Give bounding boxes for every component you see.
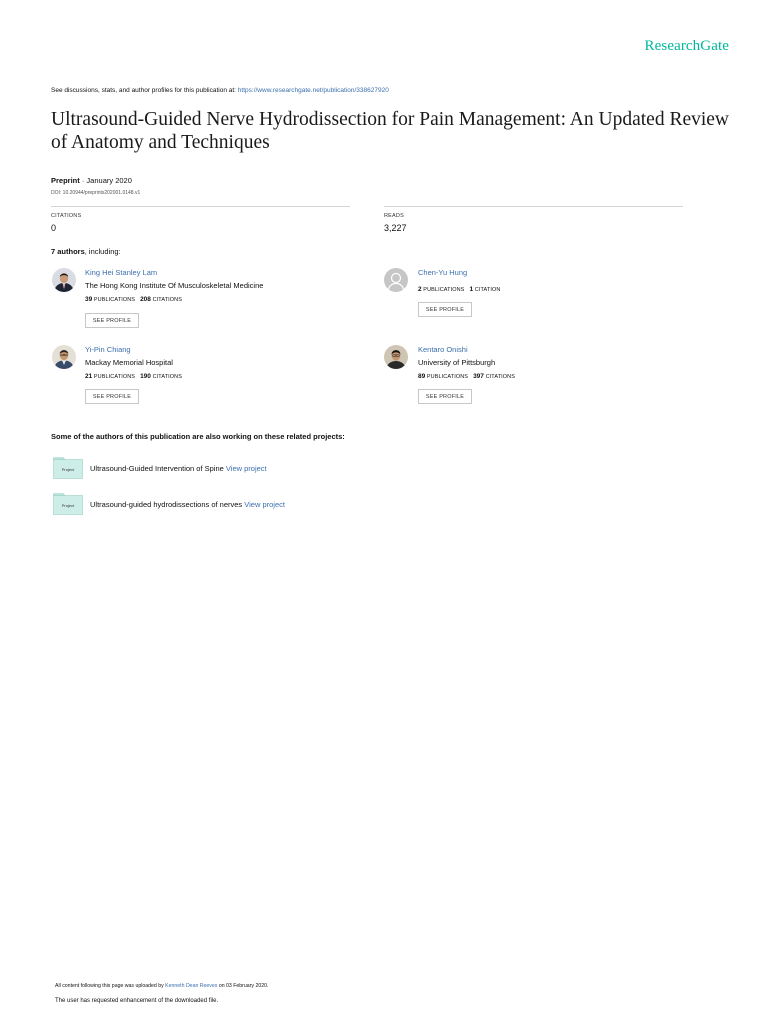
avatar[interactable] (384, 345, 408, 369)
project-folder-icon[interactable] (53, 493, 83, 515)
author-institution: University of Pittsburgh (418, 358, 496, 367)
author-institution: Mackay Memorial Hospital (85, 358, 173, 367)
citations-label: CITATIONS (152, 374, 183, 380)
reads-value: 3,227 (384, 223, 407, 233)
citations-count: 190 (140, 373, 151, 380)
publications-count: 39 (85, 296, 93, 303)
citations-count: 208 (140, 296, 151, 303)
project-item (90, 500, 285, 509)
author-stats (418, 286, 500, 293)
divider (51, 206, 350, 207)
publication-date: · January 2020 (79, 176, 132, 185)
view-project-link[interactable]: View project (225, 464, 267, 473)
publications-label: PUBLICATIONS (426, 374, 469, 380)
publication-type: Preprint (51, 176, 80, 185)
citations-label: CITATIONS (51, 213, 82, 219)
authors-heading (51, 247, 121, 256)
authors-suffix: , including: (84, 247, 121, 256)
project-item (90, 464, 267, 473)
upload-prefix: All content following this page was uploaded by (55, 983, 166, 989)
folder-icon (53, 493, 83, 515)
projects-heading: Some of the authors of this publication are also working on these related projects: (51, 432, 345, 441)
see-profile-button[interactable]: SEE PROFILE (85, 389, 139, 404)
project-icon-label: Project (61, 503, 75, 508)
publications-label: PUBLICATIONS (423, 287, 465, 293)
author-name[interactable]: Kentaro Onishi (418, 345, 468, 354)
publications-count: 2 (418, 286, 422, 293)
publication-link[interactable]: https://www.researchgate.net/publication/338627920 (237, 87, 389, 94)
author-stats (85, 296, 182, 303)
upload-suffix: on 03 February 2020. (217, 983, 269, 989)
citations-count: 397 (473, 373, 484, 380)
project-title: Ultrasound-guided hydrodissections of nerves (90, 500, 245, 509)
enhancement-note: The user has requested enhancement of the downloaded file. (55, 998, 219, 1004)
author-institution: The Hong Kong Institute Of Musculoskeletal Medicine (85, 281, 264, 290)
researchgate-logo[interactable]: ResearchGate (644, 38, 729, 54)
citations-label: CITATIONS (485, 374, 516, 380)
view-project-link[interactable]: View project (244, 500, 285, 509)
citations-count: 1 (469, 286, 474, 293)
authors-count: 7 authors (51, 247, 85, 256)
folder-icon (53, 457, 83, 479)
see-profile-button[interactable]: SEE PROFILE (418, 302, 472, 317)
upload-note (55, 983, 268, 989)
author-name[interactable]: King Hei Stanley Lam (85, 268, 158, 277)
citations-value: 0 (51, 223, 57, 233)
see-profile-button[interactable]: SEE PROFILE (85, 313, 139, 328)
author-photo-icon (384, 345, 408, 369)
publication-title: Ultrasound-Guided Nerve Hydrodissection for Pain Management: An Updated Review of Anatomy and Techniques (51, 109, 730, 153)
project-icon-label: Project (61, 467, 75, 472)
avatar[interactable] (384, 268, 408, 292)
publication-doi: DOI: 10.20944/preprints202001.0148.v1 (51, 190, 141, 196)
reads-label: READS (384, 213, 404, 219)
author-name[interactable]: Yi-Pin Chiang (85, 345, 131, 354)
publications-label: PUBLICATIONS (93, 297, 136, 303)
uploader-link[interactable]: Kenneth Dean Reeves (165, 983, 218, 989)
default-avatar-icon (384, 268, 408, 292)
see-profile-button[interactable]: SEE PROFILE (418, 389, 472, 404)
project-folder-icon[interactable] (53, 457, 83, 479)
project-title: Ultrasound-Guided Intervention of Spine (90, 464, 226, 473)
avatar[interactable] (52, 268, 76, 292)
divider (384, 206, 683, 207)
author-photo-icon (52, 268, 76, 292)
avatar[interactable] (52, 345, 76, 369)
citations-label: CITATIONS (152, 297, 183, 303)
author-stats (85, 373, 182, 380)
discussions-text: See discussions, stats, and author profiles for this publication at: (51, 87, 238, 94)
citations-label: CITATION (474, 287, 501, 293)
author-photo-icon (52, 345, 76, 369)
author-stats (418, 373, 515, 380)
publication-meta (51, 176, 132, 185)
publications-count: 89 (418, 373, 426, 380)
publications-count: 21 (85, 373, 93, 380)
author-name[interactable]: Chen-Yu Hung (418, 268, 468, 277)
discussions-line (51, 87, 389, 94)
publications-label: PUBLICATIONS (93, 374, 136, 380)
